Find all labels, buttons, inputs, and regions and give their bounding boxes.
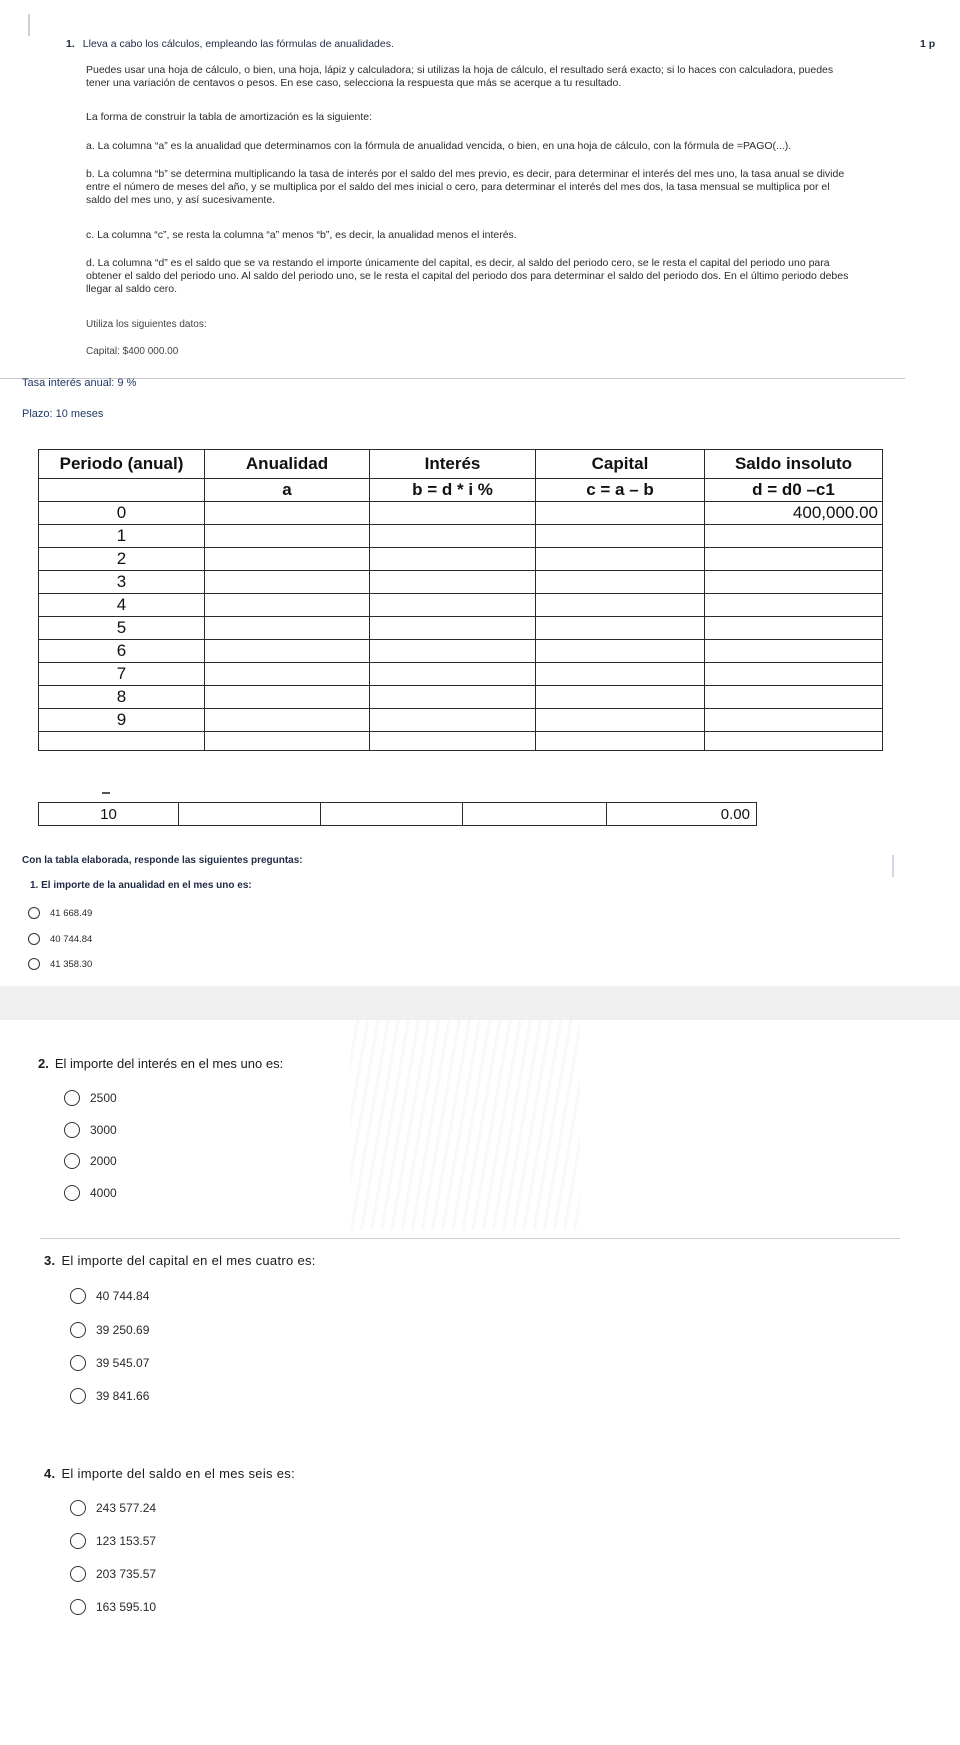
cell-saldo: 0.00 <box>607 803 757 826</box>
radio-button[interactable] <box>64 1185 80 1201</box>
cell-periodo: 9 <box>39 709 205 732</box>
table-row <box>39 525 883 548</box>
cell-periodo: 7 <box>39 663 205 686</box>
cell-capital <box>536 571 705 594</box>
q4-option-1[interactable]: 243 577.24 <box>70 1500 156 1516</box>
q4-option-4[interactable]: 163 595.10 <box>70 1599 156 1615</box>
cell-capital <box>536 686 705 709</box>
cell-saldo <box>705 686 883 709</box>
cell-periodo: 8 <box>39 686 205 709</box>
q3-option-1[interactable]: 40 744.84 <box>70 1288 149 1304</box>
cell-interes <box>321 803 463 826</box>
formula-row <box>39 479 883 502</box>
formula-interes: b = d * i % <box>370 479 536 502</box>
cell-periodo: 6 <box>39 640 205 663</box>
cell-capital <box>536 617 705 640</box>
table-row <box>39 709 883 732</box>
datos-label: Utiliza los siguientes datos: <box>86 319 207 330</box>
table-row <box>39 686 883 709</box>
cell-capital <box>536 525 705 548</box>
radio-button[interactable] <box>28 907 40 919</box>
formula-periodo <box>39 479 205 502</box>
radio-button[interactable] <box>70 1566 86 1582</box>
amortization-table <box>38 449 883 751</box>
cell-anualidad <box>179 803 321 826</box>
formula-capital: c = a – b <box>536 479 705 502</box>
q1-title: 1. El importe de la anualidad en el mes uno es: <box>30 880 252 891</box>
q2-option-1[interactable]: 2500 <box>64 1090 117 1106</box>
cell-anualidad <box>205 502 370 525</box>
radio-button[interactable] <box>28 933 40 945</box>
cell-anualidad <box>205 709 370 732</box>
q3-option-3[interactable]: 39 545.07 <box>70 1355 149 1371</box>
radio-button[interactable] <box>64 1090 80 1106</box>
cell-saldo <box>705 663 883 686</box>
cell-anualidad <box>205 594 370 617</box>
scan-scroll-mark <box>892 855 894 877</box>
scan-edge-mark <box>28 14 30 36</box>
cell-anualidad <box>205 571 370 594</box>
cell-saldo <box>705 709 883 732</box>
cell-saldo <box>705 640 883 663</box>
cell-anualidad <box>205 640 370 663</box>
scan-texture <box>350 1020 580 1230</box>
cell-periodo: 2 <box>39 548 205 571</box>
radio-button[interactable] <box>70 1533 86 1549</box>
cell-anualidad <box>205 663 370 686</box>
q2-option-4[interactable]: 4000 <box>64 1185 117 1201</box>
cell-saldo <box>705 548 883 571</box>
header-saldo: Saldo insoluto <box>705 450 883 479</box>
q4-option-2[interactable]: 123 153.57 <box>70 1533 156 1549</box>
cell-anualidad <box>205 686 370 709</box>
table-row <box>39 571 883 594</box>
table-row <box>39 502 883 525</box>
cell-interes <box>370 640 536 663</box>
cell-capital <box>536 663 705 686</box>
question-1-title: 1. Lleva a cabo los cálculos, empleando las fórmulas de anualidades. <box>66 38 394 50</box>
points-label: 1 p <box>920 38 936 50</box>
radio-button[interactable] <box>64 1122 80 1138</box>
section-divider <box>40 1238 900 1239</box>
questions-intro: Con la tabla elaborada, responde las siguientes preguntas: <box>22 855 303 866</box>
cell-periodo: 3 <box>39 571 205 594</box>
header-anualidad: Anualidad <box>205 450 370 479</box>
table-row <box>39 548 883 571</box>
radio-button[interactable] <box>70 1322 86 1338</box>
construction-label: La forma de construir la tabla de amortización es la siguiente: <box>86 111 372 123</box>
radio-button[interactable] <box>70 1355 86 1371</box>
scan-gray-band <box>0 986 960 1020</box>
cell-interes <box>370 571 536 594</box>
cell-interes <box>370 502 536 525</box>
cell-periodo: 1 <box>39 525 205 548</box>
cell-capital <box>463 803 607 826</box>
cell-capital <box>536 640 705 663</box>
cell-anualidad <box>205 617 370 640</box>
table-row <box>39 617 883 640</box>
q2-option-3[interactable]: 2000 <box>64 1153 117 1169</box>
q1-option-2[interactable]: 40 744.84 <box>28 933 92 945</box>
cell-capital <box>536 502 705 525</box>
cell-capital <box>536 709 705 732</box>
q1-option-1[interactable]: 41 668.49 <box>28 907 92 919</box>
cell-periodo: 4 <box>39 594 205 617</box>
cell-capital <box>536 594 705 617</box>
cell-anualidad <box>205 525 370 548</box>
capital-value: Capital: $400 000.00 <box>86 346 179 357</box>
tasa-value: Tasa interés anual: 9 % <box>22 377 137 389</box>
table-row <box>39 640 883 663</box>
cell-interes <box>370 594 536 617</box>
table-row <box>39 663 883 686</box>
header-capital: Capital <box>536 450 705 479</box>
q3-option-2[interactable]: 39 250.69 <box>70 1322 149 1338</box>
item-a: a. La columna “a” es la anualidad que determinamos con la fórmula de anualidad vencida, o bien, en una hoja de cálculo, con la fórmula de =PAGO(...). <box>86 140 792 152</box>
cell-interes <box>370 709 536 732</box>
cell-interes <box>370 663 536 686</box>
table-row <box>39 594 883 617</box>
cell-saldo <box>705 525 883 548</box>
cell-anualidad <box>205 548 370 571</box>
cell-periodo: 10 <box>39 803 179 826</box>
cell-periodo: 0 <box>39 502 205 525</box>
header-periodo: Periodo (anual) <box>39 450 205 479</box>
cell-saldo <box>705 617 883 640</box>
cell-saldo: 400,000.00 <box>705 502 883 525</box>
q2-title: 2. El importe del interés en el mes uno es: <box>38 1056 284 1071</box>
radio-button[interactable] <box>70 1388 86 1404</box>
radio-button[interactable] <box>64 1153 80 1169</box>
cell-interes <box>370 617 536 640</box>
cell-saldo <box>705 594 883 617</box>
plazo-value: Plazo: 10 meses <box>22 408 104 420</box>
radio-button[interactable] <box>28 958 40 970</box>
q3-option-4[interactable]: 39 841.66 <box>70 1388 149 1404</box>
radio-button[interactable] <box>70 1500 86 1516</box>
scan-tick <box>102 792 110 794</box>
table-header-row <box>39 450 883 479</box>
cell-capital <box>536 548 705 571</box>
header-interes: Interés <box>370 450 536 479</box>
item-d: d. La columna “d” es el saldo que se va restando el importe únicamente del capital, es decir, al saldo del periodo cero, se le resta el capital del periodo uno para obtener el saldo del periodo uno. Al saldo del periodo uno, se le resta el capital del periodo dos para determinar el saldo del periodo dos. En el último periodo debes llegar al saldo cero. <box>86 257 849 295</box>
item-c: c. La columna “c”, se resta la columna “a” menos “b”, es decir, la anualidad menos el interés. <box>86 229 517 241</box>
cell-interes <box>370 548 536 571</box>
cell-saldo <box>705 571 883 594</box>
cell-periodo: 5 <box>39 617 205 640</box>
cell-interes <box>370 525 536 548</box>
formula-saldo: d = d0 –c1 <box>705 479 883 502</box>
q4-title: 4. El importe del saldo en el mes seis es: <box>44 1466 295 1481</box>
amortization-table-last-row <box>38 802 757 826</box>
table-row-blank <box>39 732 883 751</box>
q1-option-3[interactable]: 41 358.30 <box>28 958 92 970</box>
radio-button[interactable] <box>70 1288 86 1304</box>
table-row-last <box>39 803 757 826</box>
q3-title: 3. El importe del capital en el mes cuatro es: <box>44 1253 316 1268</box>
intro-paragraph: Puedes usar una hoja de cálculo, o bien, una hoja, lápiz y calculadora; si utilizas la hoja de cálculo, el resultado será exacto; si lo haces con calculadora, puedes tener una variación de centavos o pesos. En ese caso, selecciona la respuesta que más se acerque a tu resultado. <box>86 64 834 89</box>
formula-anualidad: a <box>205 479 370 502</box>
q2-option-2[interactable]: 3000 <box>64 1122 117 1138</box>
cell-interes <box>370 686 536 709</box>
radio-button[interactable] <box>70 1599 86 1615</box>
item-b: b. La columna “b” se determina multiplicando la tasa de interés por el saldo del mes previo, es decir, para determinar el interés del mes uno, la tasa anual se divide entre el número de meses del año, y se multiplica por el saldo del mes inicial o cero, para determinar el interés del mes dos, la tasa mensual se multiplica por el saldo del mes uno, y así sucesivamente. <box>86 168 845 206</box>
q4-option-3[interactable]: 203 735.57 <box>70 1566 156 1582</box>
